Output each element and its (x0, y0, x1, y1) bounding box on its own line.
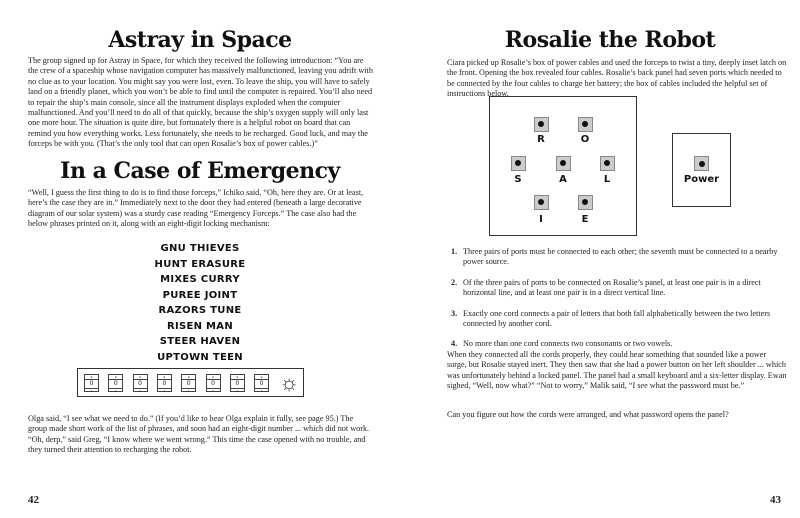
instruction-list (451, 247, 787, 360)
dial-prev-digit: 9 (236, 375, 239, 379)
phrase: STEER HAVEN (159, 336, 241, 347)
item-number: 2. (451, 277, 458, 287)
dial-prev-digit: 9 (90, 375, 93, 379)
dial-prev-digit: 9 (139, 375, 142, 379)
item-text: Of the three pairs of ports to be connected on Rosalie’s panel, at least one pair is in a direct horizontal line, and at least one pair is in a direct vertical line. (463, 277, 761, 298)
dial-digit: 0 (255, 379, 268, 389)
port-a (556, 156, 571, 171)
lock-dial[interactable] (230, 374, 245, 392)
emergency-paragraph: “Well, I guess the first thing to do is to find those forceps,” Ichiko said, “Oh, here they are. Or at least, here’s the case they are in.” Immediately next to the door they had entered (beneath a large decorative diagram of our solar system) was a sturdy case reading “Emergency Forceps.” The case also had the below phrases printed on it, along with an eight-digit locking mechanism: (28, 188, 364, 229)
dial-next-digit: 1 (90, 389, 93, 393)
phrase: HUNT ERASURE (154, 258, 246, 270)
dial-digit: 0 (182, 379, 195, 389)
question-paragraph: Can you figure out how the cords were arranged, and what password opens the panel? (447, 410, 729, 419)
port-e (578, 195, 593, 210)
instruction-item (451, 247, 787, 268)
instruction-item (451, 278, 787, 299)
port-l (600, 156, 615, 171)
port-label: R (537, 134, 545, 145)
page-number-right: 43 (770, 494, 781, 506)
port-s (511, 156, 526, 171)
eight-digit-lock (77, 368, 304, 397)
lock-dial[interactable] (157, 374, 172, 392)
phrase: RISEN MAN (166, 320, 234, 332)
lock-dial[interactable] (133, 374, 148, 392)
dial-prev-digit: 9 (114, 375, 117, 379)
rosalie-intro-paragraph: Ciara picked up Rosalie’s box of power cables and used the forceps to twist a tiny, deeply inset latch on the front. Opening the box revealed four cables. Rosalie’s back panel had seven ports which needed to be connected by the four cables to charge her battery; the box of cables included the helpful set of instructions below. (447, 58, 787, 99)
phrase: GNU THIEVES (160, 243, 240, 254)
lock-dial[interactable] (254, 374, 269, 392)
dial-prev-digit: 9 (187, 375, 190, 379)
port-label: S (514, 174, 522, 185)
power-source-box (672, 133, 731, 207)
item-text: Exactly one cord connects a pair of letters that both fall alphabetically between the two letters connected by another cord. (463, 308, 771, 329)
dial-prev-digit: 9 (163, 375, 166, 379)
dial-next-digit: 1 (236, 389, 239, 393)
phrase: MIXES CURRY (160, 274, 240, 285)
phrase-list (100, 241, 300, 365)
port-o (578, 117, 593, 132)
dial-prev-digit: 9 (212, 375, 214, 379)
dial-next-digit: 1 (114, 389, 117, 393)
lock-dial[interactable] (206, 374, 221, 392)
item-number: 1. (451, 247, 458, 256)
lock-dial[interactable] (181, 374, 196, 392)
phrase: PUREE JOINT (162, 289, 238, 301)
power-label: Power (683, 174, 720, 185)
page-number-left: 42 (28, 494, 39, 506)
port-i (534, 195, 549, 210)
item-text: No more than one cord connects two consonants or two vowels. (463, 339, 673, 349)
dial-digit: 0 (109, 379, 122, 389)
page-title-astray-in-space: Astray in Space (108, 27, 292, 53)
dial-next-digit: 1 (212, 389, 214, 393)
dial-digit: 0 (134, 379, 147, 389)
lock-dial[interactable] (84, 374, 99, 392)
lock-dial[interactable] (108, 374, 123, 392)
power-port (694, 156, 709, 171)
instruction-item (451, 339, 787, 349)
dial-next-digit: 1 (187, 389, 190, 393)
power-surge-paragraph: When they connected all the cords properly, they could hear something that sounded like a power surge, but Rosalie stayed inert. They then saw that she had a power button on her left shoulder ... which was unfortunately behind a locked panel. The panel had a small keyboard and a six-letter display. Ewan sighed, “Well, now what?” “Not to worry,” Malik said, “I see what the password must be.” (447, 350, 787, 391)
port-label: L (603, 174, 611, 185)
item-number: 3. (451, 308, 458, 318)
instruction-item (451, 309, 787, 330)
section-heading-emergency: In a Case of Emergency (60, 158, 340, 184)
dial-digit: 0 (231, 379, 244, 389)
dial-next-digit: 1 (139, 389, 142, 393)
dial-next-digit: 1 (260, 389, 263, 393)
sun-icon: ☼ (279, 370, 300, 395)
dial-prev-digit: 9 (260, 375, 263, 379)
olga-paragraph: Olga said, “I see what we need to do.” (If you’d like to hear Olga explain it fully, see page 95.) The group made short work of the list of phrases, and soon had an eight-digit number ... which did not work. “Oh, derp,” said Greg, “I know where we went wrong.” This time the case opened with no trouble, and they turned their attention to recharging the robot. (28, 414, 370, 455)
port-label: I (539, 214, 543, 225)
port-label: O (580, 134, 590, 145)
port-label: A (559, 174, 567, 185)
dial-next-digit: 1 (163, 389, 166, 393)
dial-digit: 0 (207, 379, 220, 389)
phrase: RAZORS TUNE (158, 305, 242, 316)
dial-digit: 0 (85, 379, 98, 389)
phrase: UPTOWN TEEN (157, 351, 243, 363)
item-number: 4. (451, 339, 458, 349)
item-text: Three pairs of ports must be connected to each other; the seventh must be connected to a nearby power source. (463, 247, 778, 267)
dial-digit: 0 (158, 379, 171, 389)
intro-paragraph: The group signed up for Astray in Space, for which they received the following introduction: “You are the crew of a spaceship whose navigation computer has massively malfunctioned, leaving you adrift with no clue as to your location. You might say you were lost, even. To leave the ship, you will have to safely land on a friendly planet, which you won’t be able to find until the computer is repaired. You’ll also need to repair the ship’s main console, since all the instrument displays exploded when the computer malfunctioned. And you’ll need to do all of that quickly, because the ship’s oxygen supply will only last one more hour. The situation is quite dire, but fortunately there is a helpful robot on board that can remind you how everything works. Less fortunately, she needs to be recharged. Good luck, and may the forceps be with you. (That’s the only tool that can open Rosalie’s box of power cables.)” (28, 56, 373, 149)
page-title-rosalie: Rosalie the Robot (504, 27, 716, 53)
port-label: E (581, 214, 589, 225)
port-r (534, 117, 549, 132)
